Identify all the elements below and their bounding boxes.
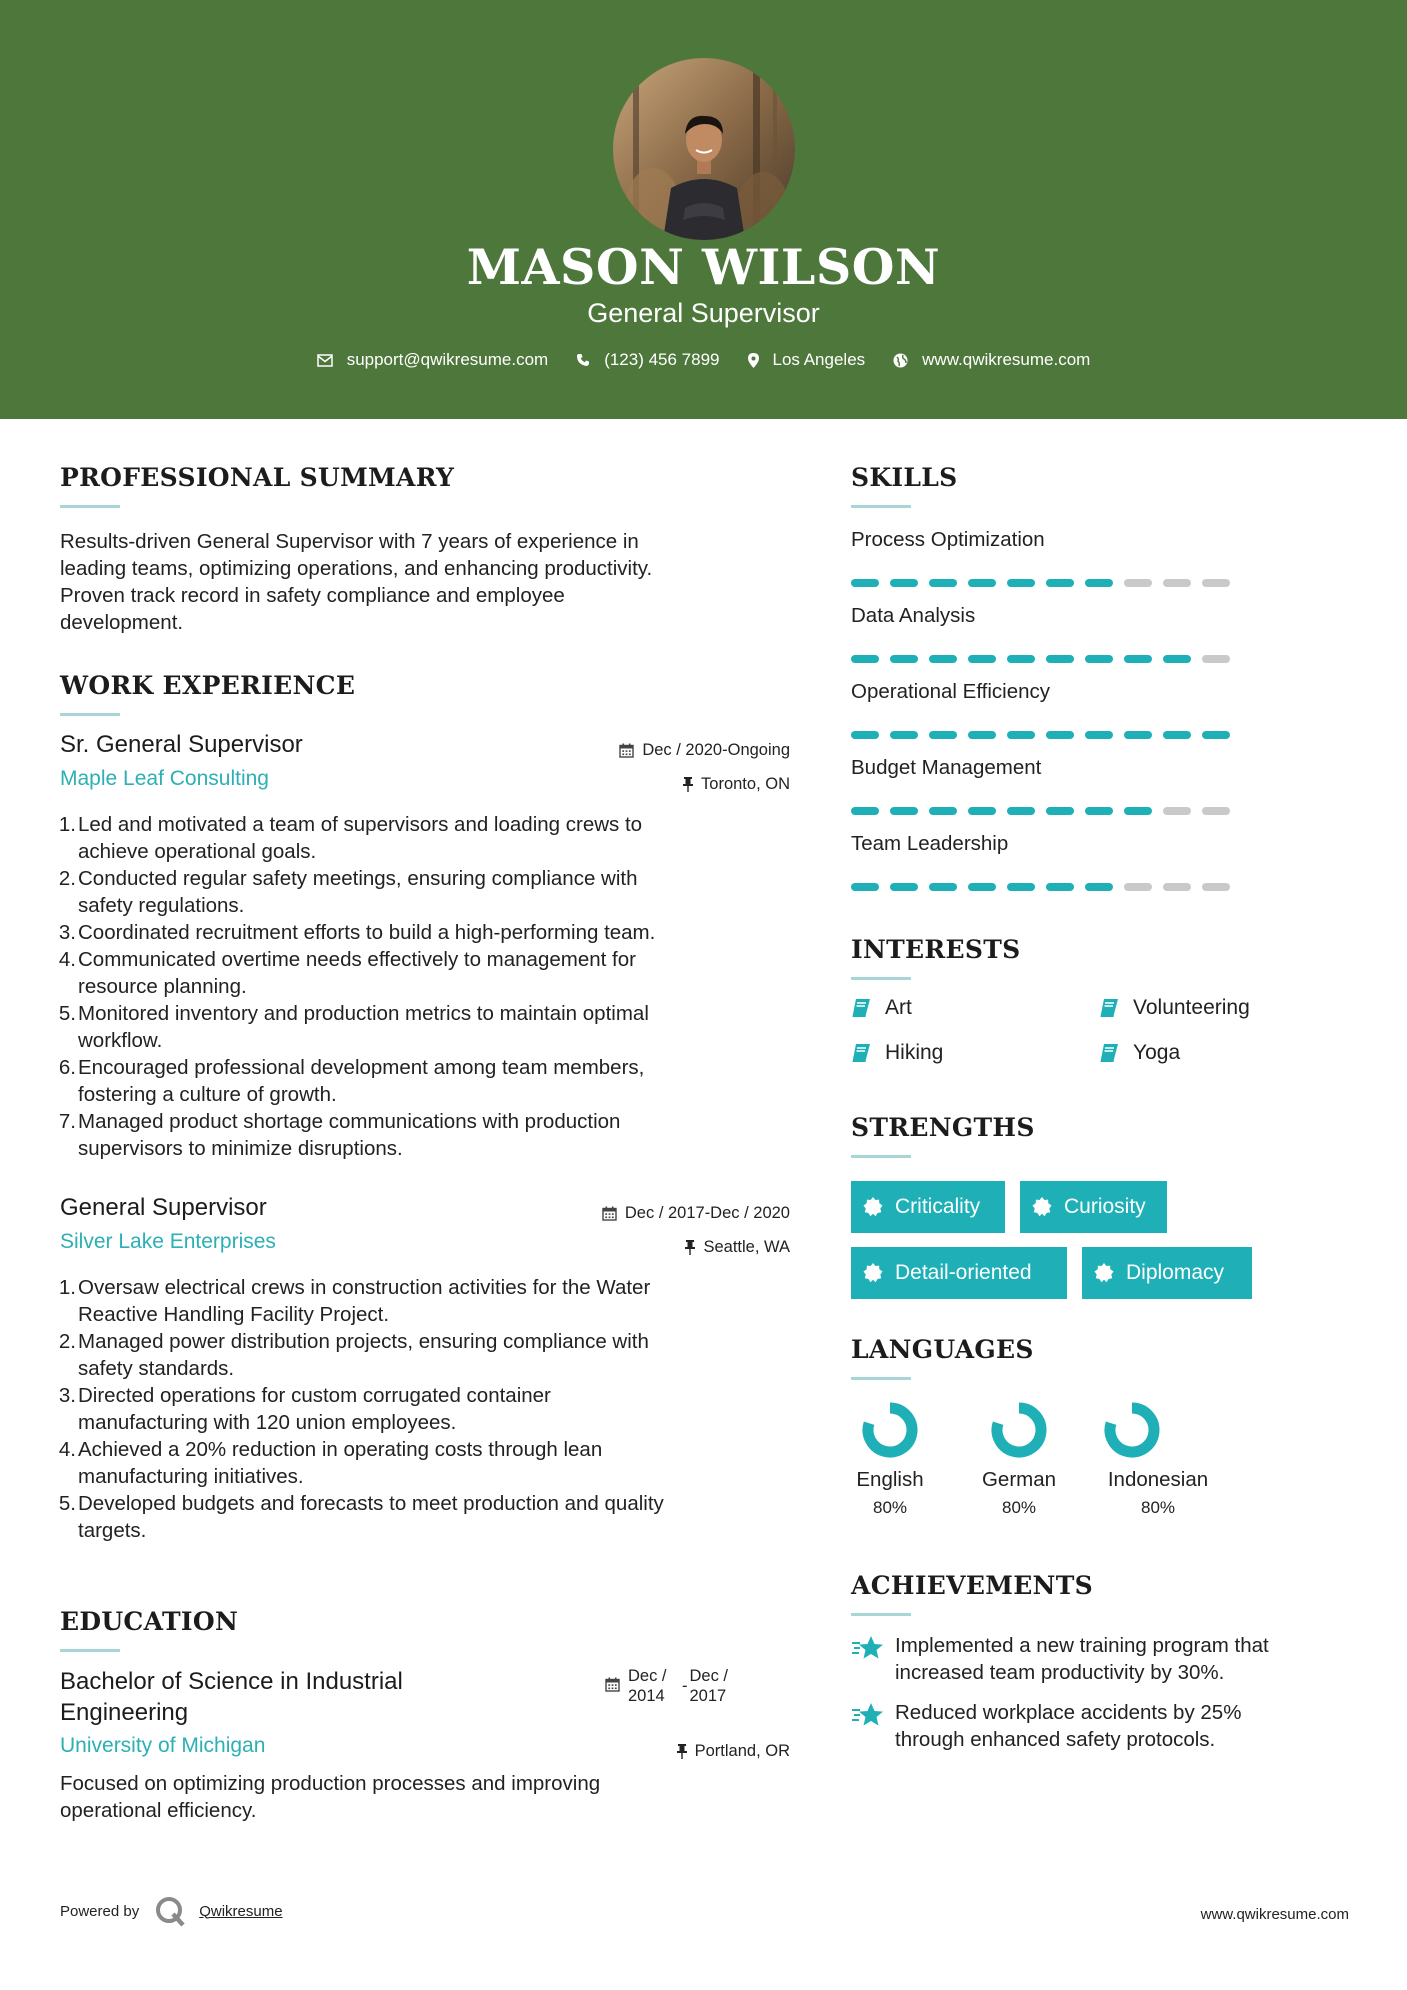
rating-dot-empty	[1202, 579, 1230, 587]
item-line: Oversaw electrical crews in construction activities for the Water	[78, 1276, 651, 1299]
achievement-text	[895, 1632, 1269, 1686]
education-location-text: Portland, OR	[694, 1742, 790, 1760]
item-line: safety regulations.	[78, 894, 245, 917]
strength-label: Detail-oriented	[895, 1261, 1032, 1284]
summary-text	[60, 528, 790, 636]
list-item	[60, 1490, 790, 1544]
achievements-heading: ACHIEVEMENTS	[851, 1571, 1093, 1600]
item-line: Managed product shortage communications with production	[78, 1110, 621, 1133]
item-number: 3.	[58, 1384, 76, 1407]
item-line: Achieved a 20% reduction in operating costs through lean	[78, 1438, 603, 1461]
rating-dot-filled	[929, 883, 957, 891]
book-icon	[851, 1043, 871, 1063]
language-percent: 80%	[872, 1498, 908, 1517]
achievement-text	[895, 1699, 1241, 1753]
date-part: 2014	[628, 1687, 665, 1705]
calendar-icon	[619, 743, 634, 758]
pushpin-icon	[685, 1240, 695, 1255]
item-line: Coordinated recruitment efforts to build a high-performing team.	[78, 921, 656, 944]
achievement-line: through enhanced safety protocols.	[895, 1728, 1216, 1751]
section-underline	[851, 1613, 911, 1616]
job-entry	[60, 731, 790, 1162]
languages-section	[851, 1335, 1351, 1380]
date-part: Dec /	[689, 1667, 729, 1685]
list-item	[60, 919, 790, 946]
section-underline	[851, 977, 911, 980]
rating-dot-filled	[1007, 731, 1035, 739]
job-header	[60, 731, 790, 765]
date-end	[690, 1666, 729, 1706]
language-item	[1098, 1400, 1218, 1518]
skills-list	[851, 528, 1351, 908]
item-line: Managed power distribution projects, ensuring compliance with	[78, 1330, 649, 1353]
strengths-section	[851, 1113, 1351, 1158]
item-line: manufacturing initiatives.	[78, 1465, 304, 1488]
interest-item	[851, 996, 912, 1020]
skill-name: Budget Management	[851, 756, 1042, 779]
rating-dot-filled	[929, 579, 957, 587]
rating-dot-filled	[890, 731, 918, 739]
company-name: Silver Lake Enterprises	[60, 1230, 276, 1253]
education-heading: EDUCATION	[60, 1607, 239, 1636]
rating-dot-empty	[1163, 579, 1191, 587]
language-name: English	[856, 1468, 924, 1491]
skill-name: Team Leadership	[851, 832, 1009, 855]
rating-dot-filled	[1085, 579, 1113, 587]
star-icon	[851, 1634, 885, 1662]
item-line: Encouraged professional development among team members,	[78, 1056, 645, 1079]
footer-website[interactable]: www.qwikresume.com	[1200, 1906, 1349, 1923]
rating-dot-filled	[1085, 655, 1113, 663]
education-description	[60, 1770, 790, 1824]
rating-dot-filled	[1046, 655, 1074, 663]
job-date	[602, 1204, 790, 1223]
calendar-icon	[602, 1206, 617, 1221]
item-line: achieve operational goals.	[78, 840, 317, 863]
badge-icon	[863, 1263, 883, 1283]
skill-rating	[851, 807, 1351, 815]
contact-email[interactable]	[317, 350, 549, 370]
interest-label: Hiking	[885, 1041, 944, 1064]
education-location	[677, 1742, 790, 1761]
strengths-heading: STRENGTHS	[851, 1113, 1035, 1142]
badge-icon	[1094, 1263, 1114, 1283]
calendar-icon	[605, 1677, 620, 1692]
achievement-item	[851, 1699, 1351, 1753]
rating-dot-filled	[968, 807, 996, 815]
map-pin-icon	[748, 353, 759, 368]
job-subheader	[60, 767, 790, 801]
rating-dot-filled	[851, 883, 879, 891]
skill-name: Data Analysis	[851, 604, 976, 627]
job-duties	[60, 811, 790, 1162]
list-item	[60, 1436, 790, 1490]
job-title: Sr. General Supervisor	[60, 731, 303, 758]
rating-dot-filled	[890, 579, 918, 587]
item-number: 5.	[58, 1492, 76, 1515]
phone-icon	[576, 353, 590, 367]
rating-dot-filled	[851, 807, 879, 815]
item-number: 1.	[58, 813, 76, 836]
strength-label: Criticality	[895, 1195, 981, 1218]
item-number: 4.	[58, 948, 76, 971]
rating-dot-filled	[1007, 579, 1035, 587]
summary-line: development.	[60, 611, 184, 634]
skills-section	[851, 463, 1351, 508]
interest-label: Art	[885, 996, 912, 1019]
book-icon	[1099, 998, 1119, 1018]
interests-section	[851, 935, 1351, 980]
rating-dot-filled	[890, 807, 918, 815]
item-number: 4.	[58, 1438, 76, 1461]
achievement-item	[851, 1632, 1351, 1686]
summary-heading: PROFESSIONAL SUMMARY	[60, 463, 455, 492]
description-line: Focused on optimizing production processes and improving	[60, 1772, 601, 1795]
powered-by-label: Powered by	[60, 1902, 140, 1920]
progress-arc	[997, 1408, 1041, 1452]
rating-dot-filled	[929, 655, 957, 663]
list-item	[60, 865, 790, 919]
badge-icon	[863, 1197, 883, 1217]
skill-name: Process Optimization	[851, 528, 1045, 551]
experience-section	[60, 671, 790, 716]
strength-tag	[851, 1181, 1005, 1233]
language-item	[851, 1400, 929, 1518]
progress-arc	[1110, 1408, 1154, 1452]
skill-item	[851, 756, 1351, 832]
envelope-icon	[317, 354, 333, 367]
job-subheader	[60, 1230, 790, 1264]
strength-tag	[1082, 1247, 1252, 1299]
item-number: 3.	[58, 921, 76, 944]
section-underline	[851, 505, 911, 508]
rating-dot-filled	[1202, 731, 1230, 739]
item-line: Reactive Handling Facility Project.	[78, 1303, 390, 1326]
languages-heading: LANGUAGES	[851, 1335, 1034, 1364]
contact-website-text: www.qwikresume.com	[922, 350, 1091, 369]
rating-dot-filled	[851, 579, 879, 587]
strength-tag	[1020, 1181, 1167, 1233]
achievements-section	[851, 1571, 1351, 1616]
item-number: 6.	[58, 1056, 76, 1079]
degree-line: Bachelor of Science in Industrial	[60, 1668, 403, 1695]
rating-dot-filled	[851, 655, 879, 663]
footer-powered-by	[60, 1894, 283, 1928]
job-entry	[60, 1194, 790, 1544]
date-part: Dec /	[628, 1667, 667, 1685]
contact-phone[interactable]	[576, 350, 719, 370]
language-name: German	[981, 1468, 1057, 1491]
rating-dot-empty	[1202, 807, 1230, 815]
education-section	[60, 1607, 790, 1652]
item-line: manufacturing with 120 union employees.	[78, 1411, 457, 1434]
progress-ring	[860, 1400, 920, 1460]
interests-heading: INTERESTS	[851, 935, 1021, 964]
item-line: Communicated overtime needs effectively to management for	[78, 948, 636, 971]
rating-dot-filled	[968, 883, 996, 891]
rating-dot-empty	[1163, 883, 1191, 891]
item-line: Developed budgets and forecasts to meet production and quality	[78, 1492, 664, 1515]
language-name: Indonesian	[1107, 1468, 1209, 1491]
book-icon	[851, 998, 871, 1018]
rating-dot-filled	[929, 807, 957, 815]
job-location-text: Toronto, ON	[701, 775, 790, 793]
rating-dot-filled	[890, 655, 918, 663]
achievement-line: Implemented a new training program that	[895, 1634, 1269, 1657]
pushpin-icon	[683, 777, 693, 792]
rating-dot-filled	[1163, 655, 1191, 663]
job-header	[60, 1194, 790, 1228]
item-line: safety standards.	[78, 1357, 235, 1380]
rating-dot-filled	[1085, 731, 1113, 739]
rating-dot-filled	[1085, 883, 1113, 891]
item-number: 7.	[58, 1110, 76, 1133]
section-underline	[60, 1649, 120, 1652]
job-duties	[60, 1274, 790, 1544]
contact-location	[748, 350, 866, 370]
rating-dot-filled	[1124, 731, 1152, 739]
strength-label: Curiosity	[1064, 1195, 1146, 1218]
rating-dot-filled	[968, 655, 996, 663]
interest-item	[851, 1041, 943, 1065]
rating-dot-empty	[1124, 883, 1152, 891]
star-icon	[851, 1701, 885, 1729]
achievement-line: increased team productivity by 30%.	[895, 1661, 1225, 1684]
summary-line: leading teams, optimizing operations, and enhancing productivity.	[60, 557, 653, 580]
list-item	[60, 1274, 790, 1328]
item-line: Directed operations for custom corrugated container	[78, 1384, 551, 1407]
section-underline	[851, 1377, 911, 1380]
rating-dot-filled	[1163, 731, 1191, 739]
section-underline	[851, 1155, 911, 1158]
candidate-title: General Supervisor	[587, 298, 820, 328]
rating-dot-filled	[968, 731, 996, 739]
rating-dot-filled	[890, 883, 918, 891]
item-line: Led and motivated a team of supervisors and loading crews to	[78, 813, 643, 836]
skill-rating	[851, 731, 1351, 739]
summary-line: Results-driven General Supervisor with 7 years of experience in	[60, 530, 639, 553]
list-item	[60, 946, 790, 1000]
language-percent: 80%	[1001, 1498, 1037, 1517]
rating-dot-empty	[1124, 579, 1152, 587]
rating-dot-empty	[1202, 655, 1230, 663]
item-number: 1.	[58, 1276, 76, 1299]
skills-heading: SKILLS	[851, 463, 958, 492]
skill-item	[851, 528, 1351, 604]
job-location	[685, 1238, 790, 1257]
skill-item	[851, 680, 1351, 756]
job-date	[619, 741, 790, 760]
rating-dot-empty	[1202, 883, 1230, 891]
rating-dot-filled	[851, 731, 879, 739]
skill-rating	[851, 883, 1351, 891]
job-date-text: Dec / 2020-Ongoing	[642, 741, 790, 759]
section-underline	[60, 713, 120, 716]
rating-dot-filled	[1124, 807, 1152, 815]
list-item	[60, 1108, 790, 1162]
skill-rating	[851, 655, 1351, 663]
section-underline	[60, 505, 120, 508]
contact-email-text: support@qwikresume.com	[346, 350, 549, 369]
rating-dot-filled	[1007, 655, 1035, 663]
rating-dot-filled	[1124, 655, 1152, 663]
item-number: 2.	[58, 1330, 76, 1353]
item-line: targets.	[78, 1519, 147, 1542]
rating-dot-filled	[1085, 807, 1113, 815]
school-name: University of Michigan	[60, 1734, 266, 1757]
achievement-line: Reduced workplace accidents by 25%	[895, 1701, 1242, 1724]
job-location-text: Seattle, WA	[703, 1238, 790, 1256]
date-part: 2017	[689, 1687, 727, 1705]
summary-line: Proven track record in safety compliance and employee	[60, 584, 565, 607]
item-number: 2.	[58, 867, 76, 890]
skill-rating	[851, 579, 1351, 587]
rating-dot-filled	[1046, 579, 1074, 587]
strength-label: Diplomacy	[1126, 1261, 1225, 1284]
item-line: Monitored inventory and production metrics to maintain optimal	[78, 1002, 649, 1025]
skill-name: Operational Efficiency	[851, 680, 1051, 703]
education-subheader	[60, 1734, 790, 1768]
rating-dot-filled	[1046, 883, 1074, 891]
company-name: Maple Leaf Consulting	[60, 767, 269, 790]
rating-dot-filled	[929, 731, 957, 739]
interest-label: Volunteering	[1133, 996, 1250, 1019]
pushpin-icon	[677, 1744, 687, 1759]
list-item	[60, 1382, 790, 1436]
list-item	[60, 1054, 790, 1108]
rating-dot-empty	[1163, 807, 1191, 815]
contact-bar	[0, 350, 1407, 370]
item-line: Conducted regular safety meetings, ensuring compliance with	[78, 867, 638, 890]
list-item	[60, 811, 790, 865]
strength-tag	[851, 1247, 1067, 1299]
item-line: supervisors to minimize disruptions.	[78, 1137, 403, 1160]
language-item	[973, 1400, 1065, 1518]
education-date	[605, 1666, 728, 1706]
qwikresume-link[interactable]: Qwikresume	[199, 1902, 283, 1920]
globe-icon	[893, 353, 908, 368]
experience-heading: WORK EXPERIENCE	[60, 671, 356, 700]
badge-icon	[1032, 1197, 1052, 1217]
education-entry	[60, 1666, 790, 1824]
rating-dot-filled	[1046, 731, 1074, 739]
item-line: workflow.	[78, 1029, 163, 1052]
job-title: General Supervisor	[60, 1194, 267, 1221]
skill-item	[851, 604, 1351, 680]
profile-photo	[613, 58, 795, 240]
degree-line: Engineering	[60, 1699, 189, 1726]
item-number: 5.	[58, 1002, 76, 1025]
interest-label: Yoga	[1133, 1041, 1181, 1064]
interest-item	[1099, 1041, 1180, 1065]
language-percent: 80%	[1140, 1498, 1176, 1517]
list-item	[60, 1000, 790, 1054]
job-location	[683, 775, 790, 794]
contact-website[interactable]	[893, 350, 1090, 370]
rating-dot-filled	[1007, 807, 1035, 815]
contact-phone-text: (123) 456 7899	[604, 350, 720, 369]
rating-dot-filled	[1046, 807, 1074, 815]
resume-header	[0, 0, 1407, 419]
summary-section	[60, 463, 790, 636]
item-line: resource planning.	[78, 975, 247, 998]
qwikresume-logo-icon	[153, 1894, 187, 1928]
progress-arc	[868, 1408, 912, 1452]
rating-dot-filled	[968, 579, 996, 587]
list-item	[60, 1328, 790, 1382]
skill-item	[851, 832, 1351, 908]
description-line: operational efficiency.	[60, 1799, 257, 1822]
date-dash: -	[682, 1677, 688, 1695]
job-date-text: Dec / 2017-Dec / 2020	[624, 1204, 790, 1222]
progress-ring	[989, 1400, 1049, 1460]
date-start	[628, 1666, 682, 1706]
book-icon	[1099, 1043, 1119, 1063]
candidate-name: MASON WILSON	[466, 238, 941, 296]
item-line: fostering a culture of growth.	[78, 1083, 337, 1106]
contact-location-text: Los Angeles	[772, 350, 866, 369]
progress-ring	[1102, 1400, 1162, 1460]
rating-dot-filled	[1007, 883, 1035, 891]
interest-item	[1099, 996, 1250, 1020]
